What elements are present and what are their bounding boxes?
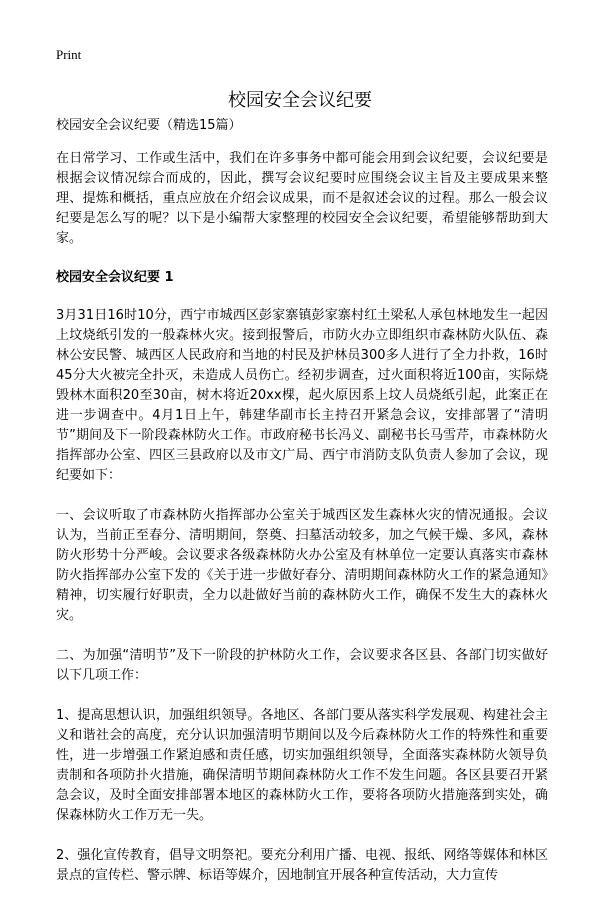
- intro-paragraph: 在日常学习、工作或生活中，我们在许多事务中都可能会用到会议纪要，会议纪要是根据会议情况综合而成的，因此，撰写会议纪要时应围绕会议主旨及主要成果来整理、提炼和概括，重点应放在介绍会议成果，而不是叙述会议的过程。那么一般会议纪要是怎么写的呢？以下是小编帮大家整理的校园安全会议纪要，希望能够帮助到大家。: [56, 151, 548, 246]
- page-title: 校园安全会议纪要: [228, 90, 372, 112]
- body-paragraph: 3月31日16时10分，西宁市城西区彭家寨镇彭家寨村红土梁私人承包林地发生一起因上坟烧纸引发的一般森林火灾。接到报警后，市防火办立即组织市森林防火队伍、森林公安民警、城西区人民政府和当地的村民及护林员300多人进行了全力扑救，16时45分大火被完全扑灭，未造成人员伤亡。经初步调查，过火面积将近100亩，实际烧毁林木面积20至30亩，树木将近20xx棵，起火原因系上坟人员烧纸引起，此案正在进一步调查中。4月1日上午，韩建华副市长主持召开紧急会议，安排部署了“清明节”期间及下一阶段森林防火工作。市政府秘书长冯义、副秘书长马雪芹，市森林防火指挥部办公室、四区三县政府以及市文广局、西宁市消防支队负责人参加了会议，现纪要如下：: [56, 308, 548, 483]
- document-body: [56, 116, 548, 906]
- body-paragraph: 一、会议听取了市森林防火指挥部办公室关于城西区发生森林火灾的情况通报。会议认为，当前正至春分、清明期间，祭奠、扫墓活动较多，加之气候干燥、多风，森林防火形势十分严峻。会议要求各级森林防火办公室及有林单位一定要认真落实市森林防火指挥部办公室下发的《关于进一步做好春分、清明期间森林防火工作的紧急通知》精神，切实履行好职责，全力以赴做好当前的森林防火工作，确保不发生大的森林火灾。: [56, 508, 548, 623]
- section-heading: 校园安全会议纪要 1: [56, 270, 174, 285]
- body-paragraph: 2、强化宣传教育，倡导文明祭祀。要充分利用广播、电视、报纸、网络等媒体和林区景点的宣传栏、警示牌、标语等媒介，因地制宜开展各种宣传活动，大力宣传: [56, 848, 548, 883]
- document-subtitle: 校园安全会议纪要（精选15篇）: [56, 118, 242, 133]
- print-label[interactable]: Print: [56, 47, 82, 62]
- body-paragraph: 二、为加强“清明节”及下一阶段的护林防火工作，会议要求各区县、各部门切实做好以下几项工作：: [56, 648, 548, 683]
- body-paragraph: 1、提高思想认识，加强组织领导。各地区、各部门要从落实科学发展观、构建社会主义和谐社会的高度，充分认识加强清明节期间以及今后森林防火工作的特殊性和重要性，进一步增强工作紧迫感和责任感，切实加强组织领导，全面落实森林防火领导负责制和各项防扑火措施，确保清明节期间森林防火工作不发生问题。各区县要召开紧急会议，及时全面安排部署本地区的森林防火工作，要将各项防火措施落到实处，确保森林防火工作万无一失。: [56, 708, 548, 823]
